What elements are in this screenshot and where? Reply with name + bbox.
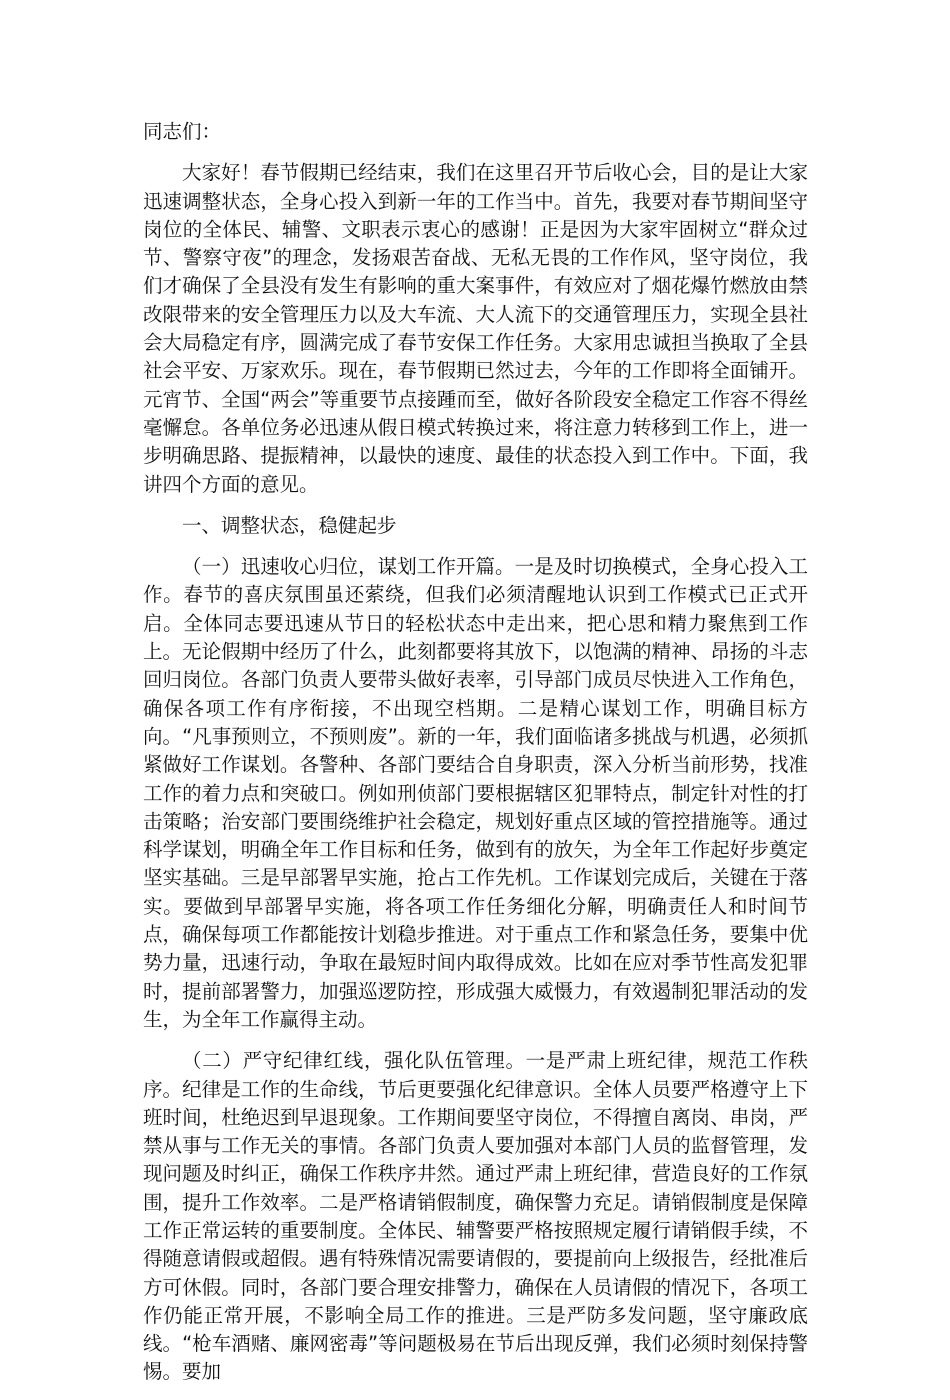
section1-paragraph-1: （一）迅速收心归位，谋划工作开篇。一是及时切换模式，全身心投入工作。春节的喜庆氛围虽还萦绕，但我们必须清醒地认识到工作模式已正式开启。全体同志要迅速从节日的轻松状态中走出来，把心思和精力聚焦到工作上。无论假期中经历了什么，此刻都要将其放下，以饱满的精神、昂扬的斗志回归岗位。各部门负责人要带头做好表率，引导部门成员尽快进入工作角色，确保各项工作有序衔接，不出现空档期。二是精心谋划工作，明确目标方向。“凡事预则立，不预则废”。新的一年，我们面临诸多挑战与机遇，必须抓紧做好工作谋划。各警种、各部门要结合自身职责，深入分析当前形势，找准工作的着力点和突破口。例如刑侦部门要根据辖区犯罪特点，制定针对性的打击策略；治安部门要围绕维护社会稳定，规划好重点区域的管控措施等。通过科学谋划，明确全年工作目标和任务，做到有的放矢，为全年工作起好步奠定坚实基础。三是早部署早实施，抢占工作先机。工作谋划完成后，关键在于落实。要做到早部署早实施，将各项工作任务细化分解，明确责任人和时间节点，确保每项工作都能按计划稳步推进。对于重点工作和紧急任务，要集中优势力量，迅速行动，争取在最短时间内取得成效。比如在应对季节性高发犯罪时，提前部署警力，加强巡逻防控，形成强大威慑力，有效遏制犯罪活动的发生，为全年工作赢得主动。 (143, 555, 808, 1031)
intro-paragraph: 大家好！春节假期已经结束，我们在这里召开节后收心会，目的是让大家迅速调整状态，全身心投入到新一年的工作当中。首先，我要对春节期间坚守岗位的全体民、辅警、文职表示衷心的感谢！正是因为大家牢固树立“群众过节、警察守夜”的理念，发扬艰苦奋战、无私无畏的工作作风，坚守岗位，我们才确保了全县没有发生有影响的重大案事件，有效应对了烟花爆竹燃放由禁改限带来的安全管理压力以及大车流、大人流下的交通管理压力，实现全县社会大局稳定有序，圆满完成了春节安保工作任务。大家用忠诚担当换取了全县社会平安、万家欢乐。现在，春节假期已然过去，今年的工作即将全面铺开。元宵节、全国“两会”等重要节点接踵而至，做好各阶段安全稳定工作容不得丝毫懈怠。各单位务必迅速从假日模式转换过来，将注意力转移到工作上，进一步明确思路、提振精神，以最快的速度、最佳的状态投入到工作中。下面，我讲四个方面的意见。 (143, 161, 808, 496)
section1-paragraph-2: （二）严守纪律红线，强化队伍管理。一是严肃上班纪律，规范工作秩序。纪律是工作的生命线，节后更要强化纪律意识。全体人员要严格遵守上下班时间，杜绝迟到早退现象。工作期间要坚守岗位，不得擅自离岗、串岗，严禁从事与工作无关的事情。各部门负责人要加强对本部门人员的监督管理，发现问题及时纠正，确保工作秩序井然。通过严肃上班纪律，营造良好的工作氛围，提升工作效率。二是严格请销假制度，确保警力充足。请销假制度是保障工作正常运转的重要制度。全体民、辅警要严格按照规定履行请销假手续，不得随意请假或超假。遇有特殊情况需要请假的，要提前向上级报告，经批准后方可休假。同时，各部门要合理安排警力，确保在人员请假的情况下，各项工作仍能正常开展，不影响全局工作的推进。三是严防多发问题，坚守廉政底线。“枪车酒赌、廉网密毒”等问题极易在节后出现反弹，我们必须时刻保持警惕。要加 (143, 1049, 808, 1384)
section-heading-1: 一、调整状态，稳健起步 (182, 513, 397, 537)
document-body (143, 118, 808, 1400)
salutation: 同志们： (143, 120, 222, 143)
